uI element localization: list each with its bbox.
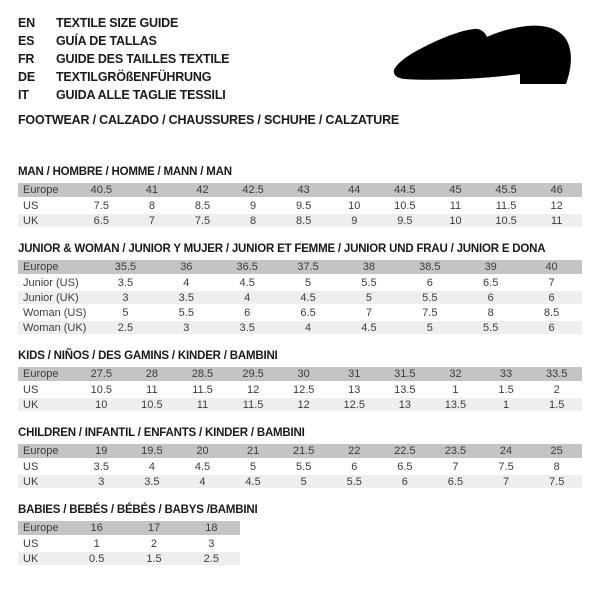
table-row <box>18 536 240 551</box>
size-cell: 7.5 <box>177 213 228 228</box>
size-cell: 12 <box>278 397 329 412</box>
size-cell: 41 <box>127 183 178 198</box>
size-cell: 42.5 <box>228 183 279 198</box>
size-table-1 <box>18 165 582 229</box>
size-cell: 8 <box>531 459 582 474</box>
size-grid <box>18 367 582 413</box>
size-cell: 2 <box>125 536 182 551</box>
size-cell: 5 <box>228 459 279 474</box>
size-cell: 6.5 <box>278 305 339 320</box>
size-cell: 11.5 <box>228 397 279 412</box>
size-cell: 0.5 <box>68 551 125 566</box>
size-cell: 7.5 <box>399 305 460 320</box>
size-cell: 38 <box>339 260 400 275</box>
language-code: IT <box>18 88 29 102</box>
size-cell: 10.5 <box>380 198 431 213</box>
size-cell: 44 <box>329 183 380 198</box>
size-cell: 33.5 <box>531 367 582 382</box>
size-cell: 3 <box>156 320 217 335</box>
size-cell: 10 <box>76 397 127 412</box>
table-row <box>18 367 582 382</box>
size-cell: 18 <box>183 521 240 536</box>
size-cell: 23.5 <box>430 444 481 459</box>
size-cell: 19 <box>76 444 127 459</box>
size-cell: 6.5 <box>460 275 521 290</box>
language-text: GUÍA DE TALLAS <box>56 34 157 48</box>
size-cell: 45 <box>430 183 481 198</box>
size-cell: 6.5 <box>430 474 481 489</box>
table-row <box>18 551 240 566</box>
row-label: UK <box>18 474 76 489</box>
size-cell: 10.5 <box>481 213 532 228</box>
size-grid <box>18 183 582 229</box>
size-cell: 13.5 <box>430 397 481 412</box>
size-cell: 7 <box>339 305 400 320</box>
size-cell: 5 <box>278 474 329 489</box>
row-label: Woman (US) <box>18 305 95 320</box>
row-label: UK <box>18 213 76 228</box>
size-cell: 8.5 <box>278 213 329 228</box>
row-label: Europe <box>18 260 95 275</box>
size-cell: 8.5 <box>177 198 228 213</box>
size-cell: 4.5 <box>228 474 279 489</box>
size-cell: 35.5 <box>95 260 156 275</box>
size-cell: 2 <box>531 382 582 397</box>
language-text: GUIDE DES TAILLES TEXTILE <box>56 52 230 66</box>
size-cell: 10.5 <box>127 397 178 412</box>
size-cell: 6 <box>460 290 521 305</box>
size-cell: 5.5 <box>156 305 217 320</box>
language-code: FR <box>18 52 35 66</box>
table-title: CHILDREN / INFANTIL / ENFANTS / KINDER / BAMBINI <box>18 427 305 439</box>
table-title: KIDS / NIÑOS / DES GAMINS / KINDER / BAMBINI <box>18 350 278 362</box>
size-cell: 9 <box>329 213 380 228</box>
size-cell: 7 <box>521 275 582 290</box>
size-cell: 11.5 <box>481 198 532 213</box>
size-cell: 2.5 <box>95 320 156 335</box>
size-grid <box>18 444 582 490</box>
size-cell: 13 <box>329 382 380 397</box>
size-cell: 3 <box>183 536 240 551</box>
size-cell: 5.5 <box>339 275 400 290</box>
size-table-5 <box>18 503 582 567</box>
size-cell: 4.5 <box>217 275 278 290</box>
size-cell: 4 <box>177 474 228 489</box>
size-cell: 4 <box>156 275 217 290</box>
size-cell: 39 <box>460 260 521 275</box>
size-cell: 2.5 <box>183 551 240 566</box>
size-cell: 5.5 <box>399 290 460 305</box>
size-cell: 27.5 <box>76 367 127 382</box>
size-cell: 4.5 <box>278 290 339 305</box>
size-cell: 8 <box>228 213 279 228</box>
size-cell: 5.5 <box>329 474 380 489</box>
row-label: US <box>18 536 68 551</box>
size-cell: 16 <box>68 521 125 536</box>
size-cell: 36 <box>156 260 217 275</box>
size-grid <box>18 521 240 567</box>
size-cell: 31.5 <box>380 367 431 382</box>
size-cell: 8 <box>460 305 521 320</box>
table-row <box>18 459 582 474</box>
size-cell: 3 <box>95 290 156 305</box>
size-cell: 33 <box>481 367 532 382</box>
dress-shoe-icon <box>390 24 575 90</box>
row-label: Europe <box>18 367 76 382</box>
table-row <box>18 260 582 275</box>
size-cell: 6.5 <box>76 213 127 228</box>
size-cell: 9 <box>228 198 279 213</box>
size-cell: 10 <box>430 213 481 228</box>
size-cell: 46 <box>531 183 582 198</box>
size-cell: 1.5 <box>481 382 532 397</box>
size-cell: 5 <box>95 305 156 320</box>
size-cell: 9.5 <box>380 213 431 228</box>
table-row <box>18 521 240 536</box>
size-cell: 37.5 <box>278 260 339 275</box>
size-cell: 20 <box>177 444 228 459</box>
size-cell: 1 <box>430 382 481 397</box>
size-cell: 5.5 <box>278 459 329 474</box>
size-cell: 6 <box>380 474 431 489</box>
size-cell: 6 <box>399 275 460 290</box>
size-cell: 11.5 <box>177 382 228 397</box>
language-text: TEXTILE SIZE GUIDE <box>56 16 179 30</box>
size-cell: 40.5 <box>76 183 127 198</box>
table-title: BABIES / BEBÉS / BÉBÉS / BABYS /BAMBINI <box>18 504 258 516</box>
size-cell: 3.5 <box>156 290 217 305</box>
size-cell: 10 <box>329 198 380 213</box>
size-cell: 7.5 <box>76 198 127 213</box>
size-cell: 3.5 <box>217 320 278 335</box>
language-text: TEXTILGRÖßENFÜHRUNG <box>56 70 212 84</box>
row-label: Junior (US) <box>18 275 95 290</box>
table-row <box>18 275 582 290</box>
size-cell: 1.5 <box>531 397 582 412</box>
size-cell: 31 <box>329 367 380 382</box>
size-cell: 4.5 <box>339 320 400 335</box>
size-cell: 12.5 <box>278 382 329 397</box>
size-cell: 44.5 <box>380 183 431 198</box>
table-row <box>18 183 582 198</box>
size-grid <box>18 260 582 336</box>
size-cell: 3.5 <box>95 275 156 290</box>
row-label: US <box>18 382 76 397</box>
row-label: US <box>18 198 76 213</box>
table-row <box>18 290 582 305</box>
size-cell: 13 <box>380 397 431 412</box>
table-title: MAN / HOMBRE / HOMME / MANN / MAN <box>18 166 232 178</box>
size-cell: 4 <box>217 290 278 305</box>
size-cell: 42 <box>177 183 228 198</box>
size-cell: 12.5 <box>329 397 380 412</box>
table-row <box>18 320 582 335</box>
language-code: ES <box>18 34 35 48</box>
size-cell: 11 <box>127 382 178 397</box>
size-cell: 7 <box>127 213 178 228</box>
size-cell: 6 <box>521 290 582 305</box>
size-cell: 43 <box>278 183 329 198</box>
size-cell: 10.5 <box>76 382 127 397</box>
size-cell: 3.5 <box>76 459 127 474</box>
size-cell: 6.5 <box>380 459 431 474</box>
size-cell: 45.5 <box>481 183 532 198</box>
table-row <box>18 305 582 320</box>
size-cell: 28 <box>127 367 178 382</box>
size-cell: 5.5 <box>460 320 521 335</box>
size-cell: 13.5 <box>380 382 431 397</box>
size-cell: 1 <box>481 397 532 412</box>
row-label: Europe <box>18 444 76 459</box>
size-cell: 36.5 <box>217 260 278 275</box>
size-cell: 19.5 <box>127 444 178 459</box>
category-title: FOOTWEAR / CALZADO / CHAUSSURES / SCHUHE / CALZATURE <box>18 113 400 127</box>
row-label: Europe <box>18 183 76 198</box>
size-cell: 9.5 <box>278 198 329 213</box>
size-cell: 8.5 <box>521 305 582 320</box>
size-cell: 1 <box>68 536 125 551</box>
size-cell: 28.5 <box>177 367 228 382</box>
row-label: UK <box>18 551 68 566</box>
size-cell: 24 <box>481 444 532 459</box>
size-cell: 4.5 <box>177 459 228 474</box>
row-label: UK <box>18 397 76 412</box>
size-cell: 11 <box>430 198 481 213</box>
row-label: Junior (UK) <box>18 290 95 305</box>
table-row <box>18 444 582 459</box>
size-table-4 <box>18 426 582 490</box>
table-row <box>18 474 582 489</box>
size-cell: 5 <box>278 275 339 290</box>
size-cell: 22 <box>329 444 380 459</box>
row-label: Europe <box>18 521 68 536</box>
table-title: JUNIOR & WOMAN / JUNIOR Y MUJER / JUNIOR ET FEMME / JUNIOR UND FRAU / JUNIOR E DONA <box>18 243 546 255</box>
size-table-3 <box>18 349 582 413</box>
table-row <box>18 382 582 397</box>
size-cell: 12 <box>531 198 582 213</box>
size-cell: 38.5 <box>399 260 460 275</box>
size-cell: 3 <box>76 474 127 489</box>
size-cell: 5 <box>399 320 460 335</box>
size-cell: 17 <box>125 521 182 536</box>
table-row <box>18 397 582 412</box>
size-cell: 32 <box>430 367 481 382</box>
size-cell: 7 <box>481 474 532 489</box>
size-cell: 21.5 <box>278 444 329 459</box>
size-cell: 7.5 <box>481 459 532 474</box>
row-label: US <box>18 459 76 474</box>
table-row <box>18 213 582 228</box>
size-cell: 6 <box>217 305 278 320</box>
language-text: GUIDA ALLE TAGLIE TESSILI <box>56 88 226 102</box>
size-cell: 25 <box>531 444 582 459</box>
size-cell: 29.5 <box>228 367 279 382</box>
row-label: Woman (UK) <box>18 320 95 335</box>
size-cell: 4 <box>127 459 178 474</box>
size-cell: 5 <box>339 290 400 305</box>
size-cell: 30 <box>278 367 329 382</box>
size-cell: 11 <box>177 397 228 412</box>
size-cell: 4 <box>278 320 339 335</box>
size-cell: 7 <box>430 459 481 474</box>
language-code: EN <box>18 16 35 30</box>
size-cell: 1.5 <box>125 551 182 566</box>
size-cell: 22.5 <box>380 444 431 459</box>
size-table-2 <box>18 242 582 336</box>
size-cell: 3.5 <box>127 474 178 489</box>
language-code: DE <box>18 70 35 84</box>
header <box>18 14 582 127</box>
size-tables <box>18 165 582 567</box>
size-cell: 40 <box>521 260 582 275</box>
size-cell: 12 <box>228 382 279 397</box>
size-cell: 11 <box>531 213 582 228</box>
size-cell: 7.5 <box>531 474 582 489</box>
size-cell: 6 <box>521 320 582 335</box>
table-row <box>18 198 582 213</box>
size-cell: 6 <box>329 459 380 474</box>
size-cell: 21 <box>228 444 279 459</box>
size-cell: 8 <box>127 198 178 213</box>
